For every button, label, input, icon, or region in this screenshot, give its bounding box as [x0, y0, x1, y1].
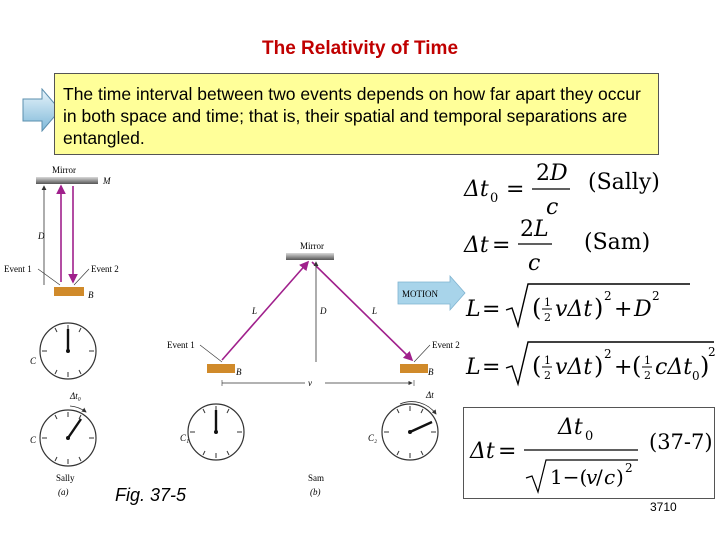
- time-dilation-diagram: [0, 160, 470, 500]
- svg-text:vΔt: vΔt: [555, 297, 593, 322]
- svg-text:0: 0: [585, 429, 594, 444]
- event2-a-label: Event 2: [91, 264, 119, 274]
- svg-text:cΔt: cΔt: [655, 355, 693, 380]
- callout-text: The time interval between two events depends on how far apart they occur in both space and time; that is, their spatial and temporal separations are entangled.: [63, 84, 641, 148]
- source-b-left: [207, 364, 235, 373]
- svg-text:c: c: [546, 195, 559, 218]
- source-b-right: [400, 364, 428, 373]
- equation-number: (37-7): [649, 430, 713, 454]
- svg-text:c: c: [604, 465, 616, 489]
- svg-text:Δt: Δt: [558, 415, 583, 440]
- source-a-block: [54, 287, 84, 296]
- mirror-b-label: Mirror: [300, 241, 324, 251]
- svg-text:+: +: [614, 297, 633, 322]
- svg-text:=: =: [482, 297, 501, 322]
- svg-text:(: (: [532, 352, 542, 380]
- clock-b1: [188, 404, 244, 460]
- svg-text:2: 2: [604, 347, 612, 361]
- svg-text:D: D: [634, 297, 652, 322]
- svg-text:0: 0: [692, 369, 700, 383]
- svg-text:=: =: [492, 233, 511, 258]
- svg-text:Δt: Δt: [470, 439, 495, 464]
- clock-a1: [40, 323, 96, 379]
- svg-text:): ): [594, 294, 604, 322]
- delta-a-label: Δt₀: [70, 391, 81, 401]
- path-left-label: L: [252, 306, 258, 316]
- event2-a-leader: [74, 269, 89, 285]
- motion-label: MOTION: [402, 289, 438, 299]
- svg-text:=: =: [482, 355, 501, 380]
- velocity-label: v: [308, 378, 312, 388]
- mirror-a-letter: M: [103, 176, 111, 186]
- svg-text:+: +: [614, 355, 633, 380]
- observer-sally-label: Sally: [56, 473, 75, 483]
- svg-text:/: /: [596, 465, 603, 489]
- panel-a: [4, 165, 119, 497]
- observer-sam-label: Sam: [308, 473, 325, 483]
- event2-b-label: Event 2: [432, 340, 460, 350]
- panel-a-label: (a): [58, 487, 69, 497]
- panel-b-label: (b): [310, 487, 321, 497]
- svg-text:2D: 2D: [536, 161, 568, 186]
- svg-text:(: (: [532, 294, 542, 322]
- event1-a-leader: [38, 269, 60, 285]
- svg-text:Δt: Δt: [464, 233, 489, 258]
- equation-length-l-expanded: [460, 338, 718, 392]
- svg-text:): ): [616, 465, 624, 489]
- slide-title: The Relativity of Time: [261, 38, 459, 59]
- callout-box: [54, 73, 659, 155]
- svg-text:0: 0: [490, 191, 499, 206]
- light-path-left: [222, 262, 308, 360]
- clock-b2: [382, 404, 438, 460]
- svg-text:L: L: [466, 297, 481, 322]
- source-b-right-label: B: [428, 367, 434, 377]
- clock-a2-label: C: [30, 435, 37, 445]
- svg-text:Δt: Δt: [464, 177, 489, 202]
- event1-b-label: Event 1: [167, 340, 195, 350]
- sam-tag: (Sam): [584, 230, 651, 255]
- delta-b-label: Δt: [426, 390, 434, 400]
- svg-text:): ): [594, 352, 604, 380]
- sally-tag: (Sally): [588, 170, 660, 195]
- mirror-a: [36, 177, 98, 184]
- svg-text:2: 2: [604, 289, 612, 303]
- equation-length-l: [460, 280, 695, 332]
- svg-text:2: 2: [644, 369, 651, 382]
- source-b-left-label: B: [236, 367, 242, 377]
- distance-a-label: D: [38, 231, 45, 241]
- clock-b1-label: C₁: [180, 433, 190, 443]
- svg-text:=: =: [498, 439, 517, 464]
- svg-text:L: L: [466, 355, 481, 380]
- svg-text:1: 1: [544, 354, 551, 367]
- clock-a1-label: C: [30, 356, 37, 366]
- svg-text:vΔt: vΔt: [555, 355, 593, 380]
- mirror-a-label: Mirror: [52, 165, 76, 175]
- distance-b-label: D: [320, 306, 327, 316]
- svg-text:2: 2: [625, 461, 633, 475]
- equation-box: [463, 407, 715, 499]
- svg-text:): ): [700, 352, 710, 380]
- source-a-label: B: [88, 290, 94, 300]
- svg-text:v: v: [586, 465, 598, 489]
- motion-arrow: [398, 276, 465, 310]
- svg-text:2: 2: [652, 289, 660, 303]
- svg-text:2: 2: [544, 369, 551, 382]
- equation-sam: [460, 214, 580, 276]
- svg-text:1−(: 1−(: [550, 465, 588, 489]
- svg-text:1: 1: [544, 296, 551, 309]
- svg-text:2: 2: [708, 345, 716, 359]
- svg-text:1: 1: [644, 354, 651, 367]
- page-number: 3710: [650, 500, 677, 514]
- mirror-b: [286, 253, 334, 260]
- path-right-label: L: [372, 306, 378, 316]
- panel-b: [167, 241, 465, 497]
- svg-text:c: c: [528, 251, 541, 276]
- figure-label: Fig. 37-5: [115, 485, 187, 505]
- time-dilation-equation: [466, 408, 646, 498]
- clock-b2-label: C₂: [368, 433, 378, 443]
- svg-text:2L: 2L: [520, 217, 549, 242]
- svg-text:=: =: [506, 177, 525, 202]
- clock-a2: [40, 410, 96, 466]
- svg-text:2: 2: [544, 311, 551, 324]
- event1-a-label: Event 1: [4, 264, 32, 274]
- event1-b-leader: [200, 345, 222, 362]
- event2-b-leader: [414, 345, 430, 362]
- svg-text:(: (: [632, 352, 642, 380]
- light-path-right: [312, 262, 412, 360]
